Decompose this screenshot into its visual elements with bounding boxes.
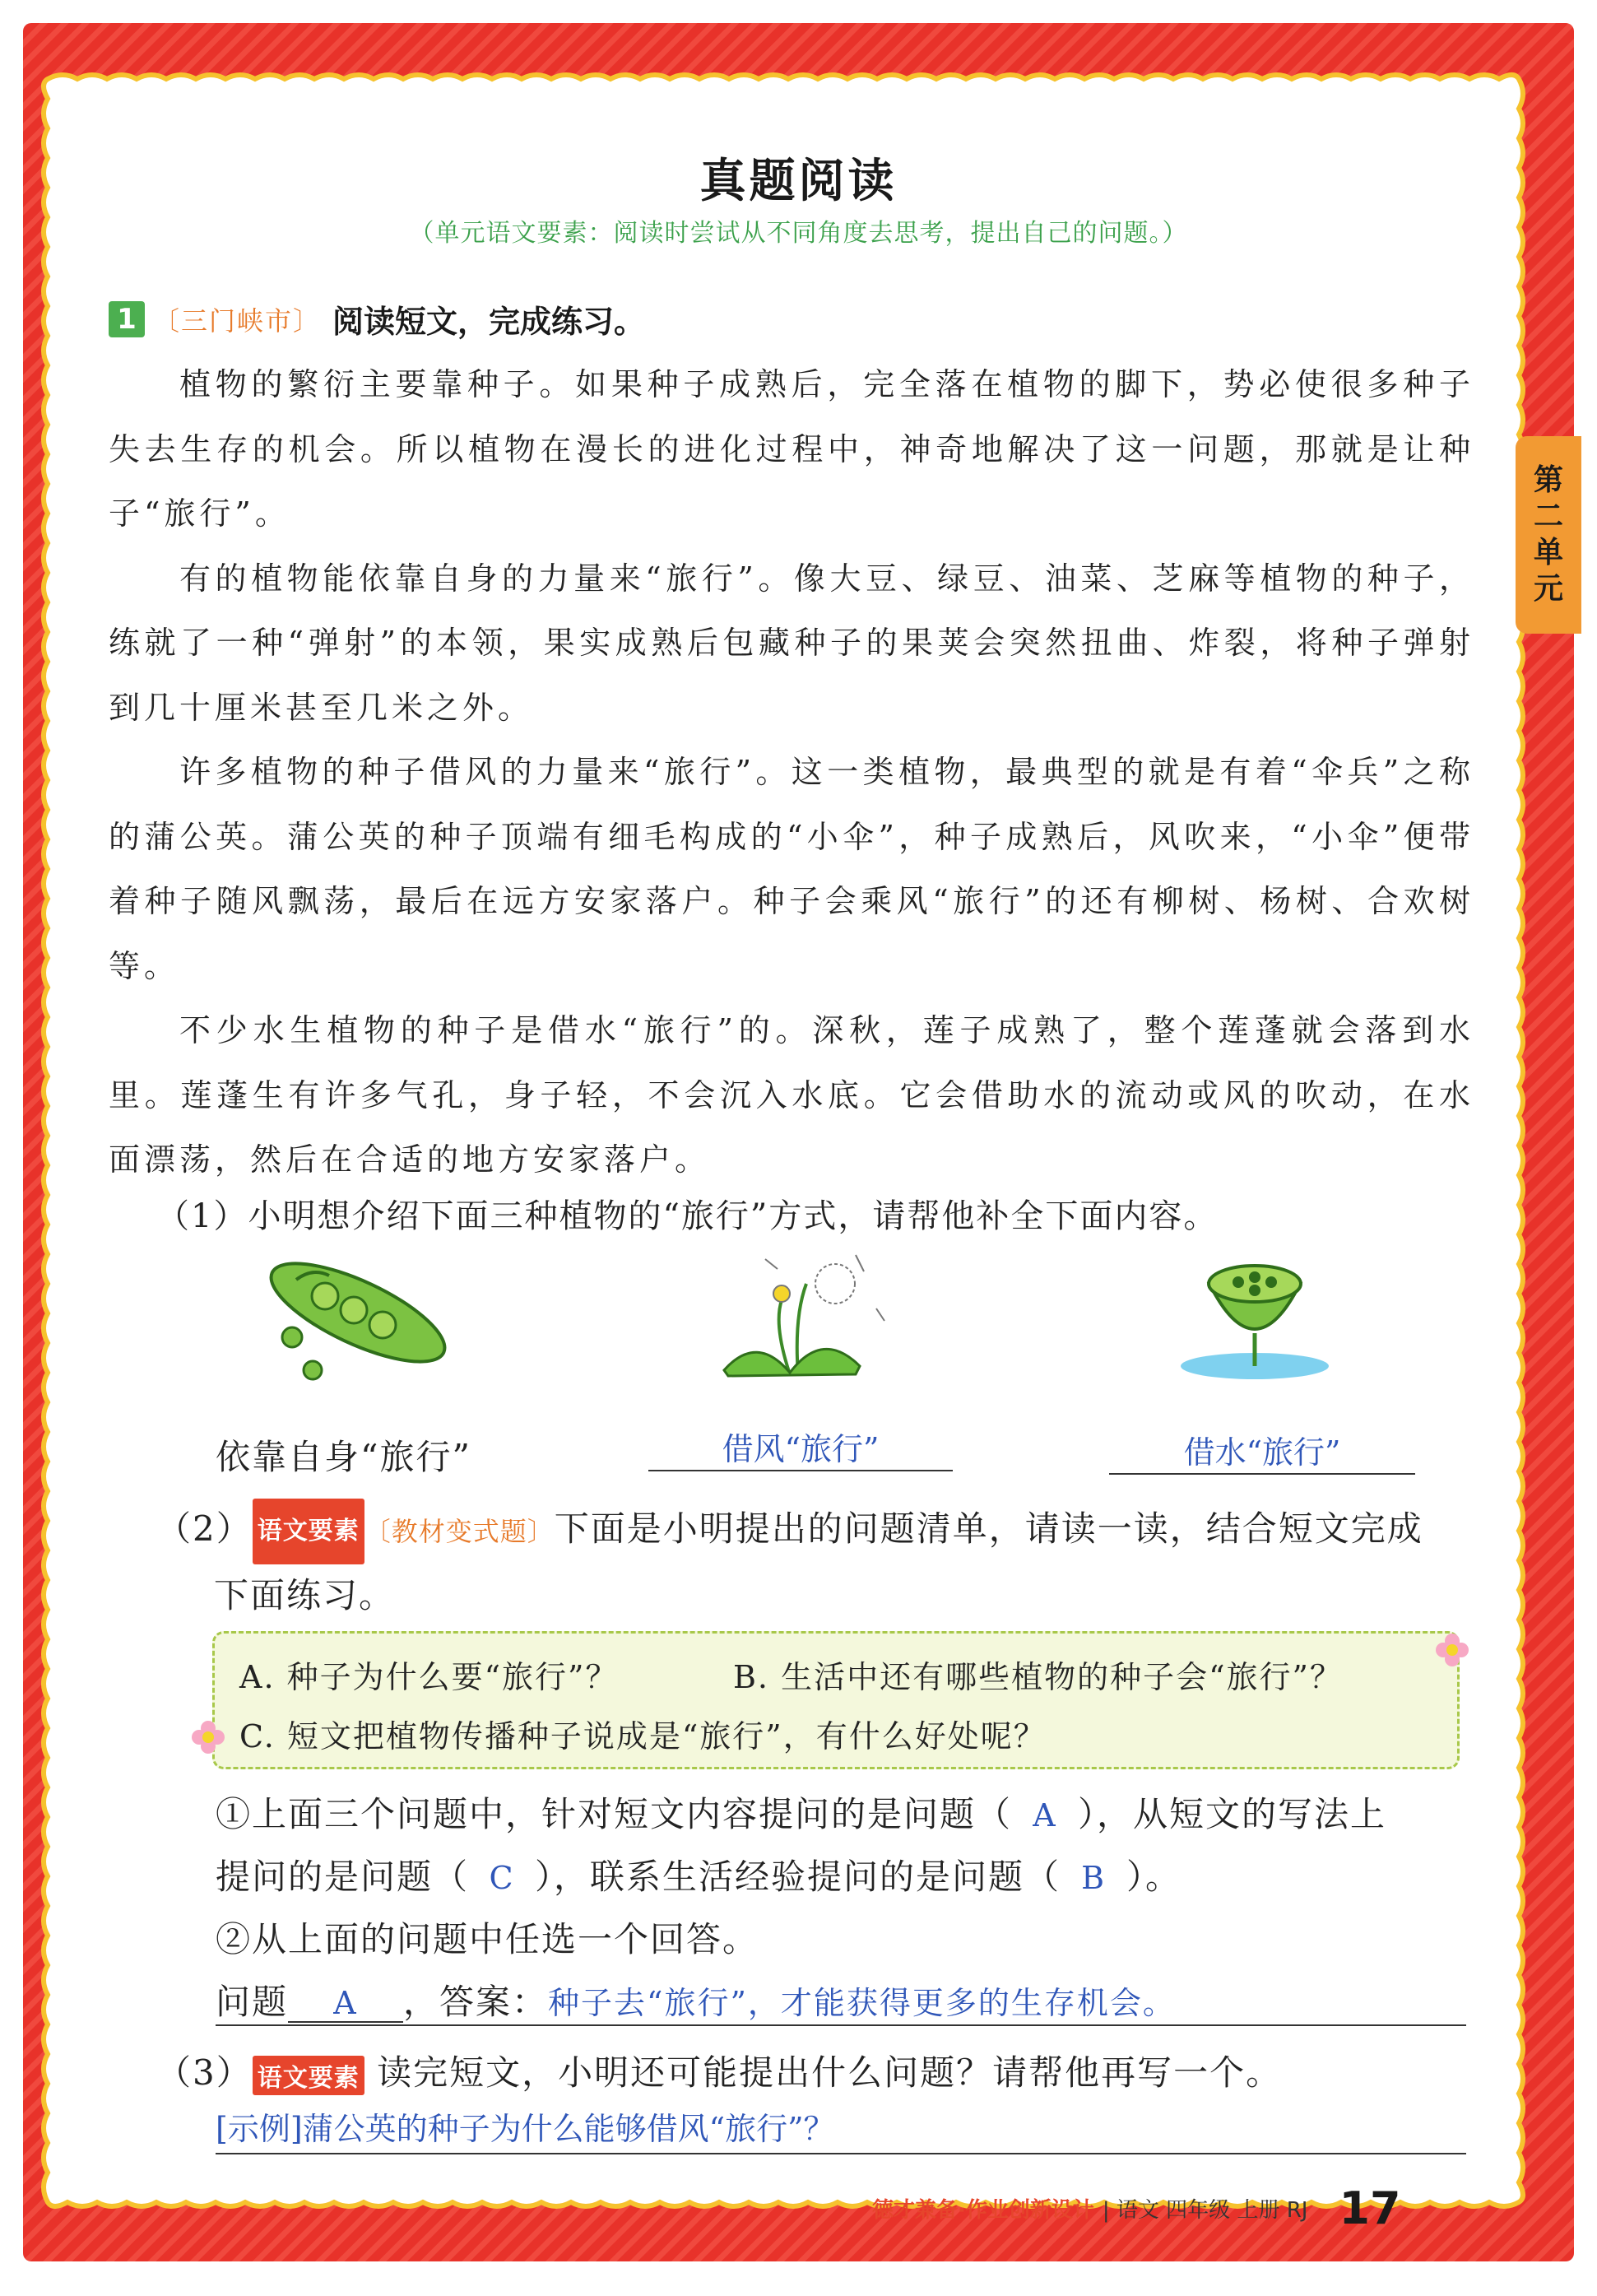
unit-tab-char: 第 (1533, 463, 1563, 497)
sub-item-1-text: ）。 (1126, 1857, 1182, 1897)
subquestion-3-number: （3） (156, 2052, 253, 2093)
sub-item-1-line2 (216, 1850, 1182, 1899)
unit-tab-char: 单 (1533, 536, 1563, 569)
subquestion-2-prompt-cont: 下面练习。 (214, 1575, 396, 1615)
answer-wind-travel[interactable]: 借风“旅行” (648, 1424, 953, 1471)
subquestion-2 (156, 1498, 1473, 1627)
sub-item-2: ②从上面的问题中任选一个回答。 (216, 1919, 759, 1959)
sub-item-1-text: 提问的是问题（ (216, 1857, 470, 1897)
lotus-pod-illustration (1181, 1266, 1329, 1379)
sub-item-2-answer-line (216, 1975, 1466, 2026)
book-info: | 语文 四年级 上册 RJ (1102, 2198, 1308, 2223)
unit-tab-char: 二 (1533, 500, 1563, 533)
sub-item-2-label: ，答案： (403, 1982, 549, 2022)
sub-item-1-text: ①上面三个问题中，针对短文内容提问的是问题（ (216, 1794, 1013, 1834)
subquestion-2-prompt: 下面是小明提出的问题清单，请读一读，结合短文完成 (554, 1508, 1423, 1549)
subquestion-1-prompt: （1）小明想介绍下面三种植物的“旅行”方式，请帮他补全下面内容。 (156, 1197, 1219, 1235)
pea-pod-illustration (259, 1251, 457, 1381)
reading-passage (109, 352, 1474, 1192)
plant-illustrations (0, 1251, 1597, 1383)
flower-icon (1432, 1629, 1473, 1671)
subquestion-2-number: （2） (156, 1508, 253, 1549)
question-list-item-b: B. 生活中还有哪些植物的种子会“旅行”？ (733, 1659, 1343, 1695)
unit-tab-char: 元 (1533, 572, 1563, 606)
unit-element-note: （单元语文要素：阅读时尝试从不同角度去思考，提出自己的问题。） (409, 219, 1188, 248)
page-title: 真题阅读 (699, 155, 898, 208)
question-title: 阅读短文，完成练习。 (332, 304, 646, 340)
label-self-travel: 依靠自身“旅行” (216, 1437, 471, 1477)
question-source: 〔三门峡市〕 (153, 304, 322, 337)
answer-blank-content[interactable]: A (1033, 1797, 1057, 1834)
answer-blank-writing[interactable]: C (489, 1860, 515, 1896)
page-number: 17 (1339, 2182, 1401, 2234)
sub-item-1-line1 (216, 1787, 1386, 1837)
dandelion-illustration (724, 1255, 884, 1376)
subquestion-3-prompt: 读完短文，小明还可能提出什么问题？请帮他再写一个。 (377, 2052, 1283, 2093)
answer-text-reason[interactable]: 种子去“旅行”，才能获得更多的生存机会。 (548, 1985, 1176, 2021)
question-list-item-a: A. 种子为什么要“旅行”？ (239, 1659, 619, 1695)
answer-water-travel[interactable]: 借水“旅行” (1109, 1427, 1415, 1475)
answer-blank-pick[interactable]: A (288, 1985, 403, 2023)
language-element-tag: 语文要素 (253, 1499, 364, 1564)
sub-item-1-text: ），从短文的写法上 (1078, 1794, 1387, 1834)
sub-item-1-text: ），联系生活经验提问的是问题（ (535, 1857, 1061, 1897)
page-footer (872, 2182, 1401, 2234)
answer-extra-question[interactable]: [示例]蒲公英的种子为什么能够借风“旅行”？ (216, 2103, 1466, 2154)
question-number: 1 (109, 301, 145, 337)
question-header (109, 296, 645, 342)
passage-paragraph: 植物的繁衍主要靠种子。如果种子成熟后，完全落在植物的脚下，势必使很多种子失去生存的机会。所以植物在漫长的进化过程中，神奇地解决了这一问题，那就是让种子“旅行”。 (109, 366, 1474, 532)
passage-paragraph: 不少水生植物的种子是借水“旅行”的。深秋，莲子成熟了，整个莲蓬就会落到水里。莲蓬生有许多气孔，身子轻，不会沉入水底。它会借助水的流动或风的吹动，在水面漂荡，然后在合适的地方安家落户。 (109, 1012, 1474, 1178)
answer-blank-life[interactable]: B (1081, 1860, 1106, 1896)
subquestion-3 (156, 2046, 1282, 2095)
flower-icon (188, 1717, 229, 1758)
unit-side-tab (1516, 436, 1581, 634)
sub-item-2-label: 问题 (216, 1982, 289, 2022)
question-list-item-c: C. 短文把植物传播种子说成是“旅行”，有什么好处呢？ (239, 1718, 1047, 1755)
book-brand: 德才兼备·作业创新设计 (872, 2198, 1094, 2223)
language-element-tag: 语文要素 (253, 2056, 364, 2095)
passage-paragraph: 有的植物能依靠自身的力量来“旅行”。像大豆、绿豆、油菜、芝麻等植物的种子，练就了一种“弹射”的本领，果实成熟后包藏种子的果荚会突然扭曲、炸裂，将种子弹射到几十厘米甚至几米之外。 (109, 560, 1474, 726)
textbook-variant-tag: 〔教材变式题〕 (364, 1516, 555, 1547)
passage-paragraph: 许多植物的种子借风的力量来“旅行”。这一类植物，最典型的就是有着“伞兵”之称的蒲公英。蒲公英的种子顶端有细毛构成的“小伞”，种子成熟后，风吹来，“小伞”便带着种子随风飘荡，最后在远方安家落户。种子会乘风“旅行”的还有柳树、杨树、合欢树等。 (109, 754, 1474, 984)
question-list-box (212, 1631, 1460, 1769)
